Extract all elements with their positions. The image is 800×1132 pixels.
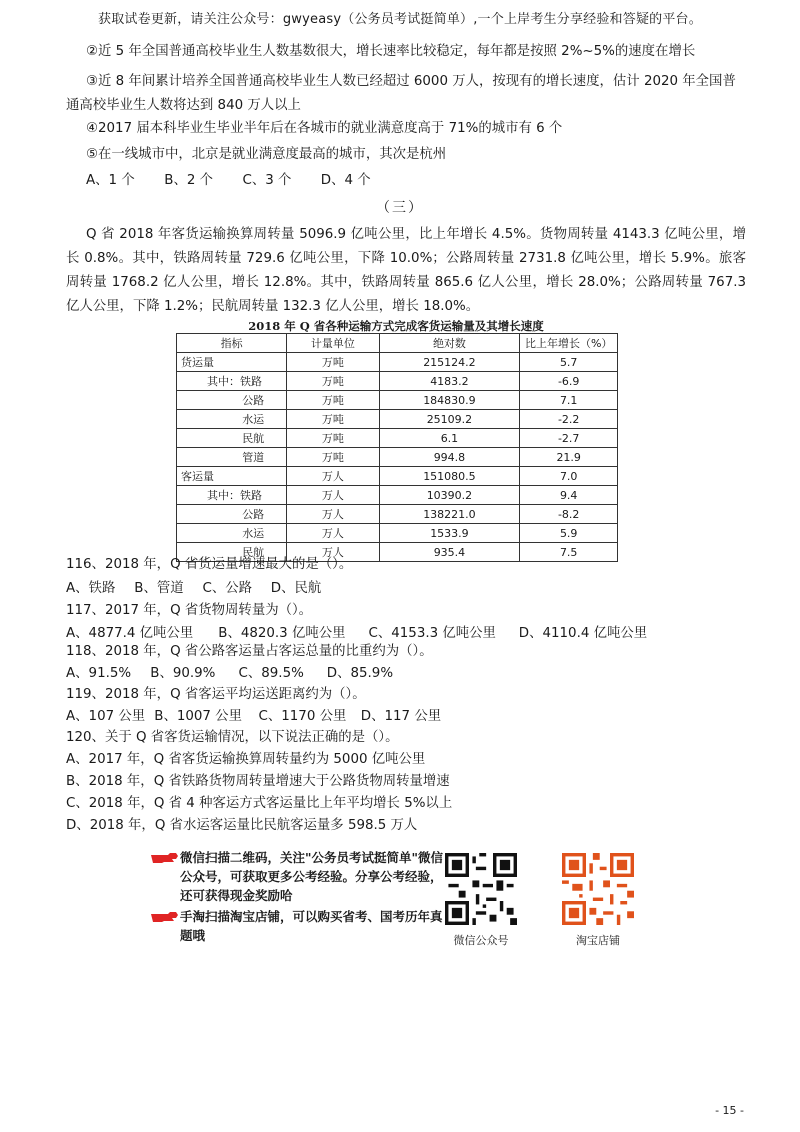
statement-3: ③近 8 年间累计培养全国普通高校毕业生人数已经超过 6000 万人，按现有的增长速度，估计 2020 年全国普: [86, 74, 736, 89]
question-120-stem: 120、关于 Q 省客货运输情况，以下说法正确的是（）。: [66, 730, 399, 745]
option-c[interactable]: C、4153.3 亿吨公里: [368, 626, 496, 641]
table-row: [177, 372, 618, 391]
option-d[interactable]: D、85.9%: [326, 666, 394, 681]
statement-2: ②近 5 年全国普通高校毕业生人数基数很大，增长速率比较稳定，每年都是按照 2%~5%的速度在增长: [86, 44, 696, 59]
row-growth: -8.2: [520, 505, 618, 524]
row-name: 水运: [177, 410, 287, 429]
page-number: - 15 -: [715, 1104, 744, 1117]
statement-5: ⑤在一线城市中，北京是就业满意度最高的城市，其次是杭州: [86, 147, 447, 162]
row-unit: 万人: [287, 543, 379, 562]
table-title: 2018 年 Q 省各种运输方式完成客货运输量及其增长速度: [248, 319, 544, 333]
row-growth: 7.5: [520, 543, 618, 562]
row-growth: 5.9: [520, 524, 618, 543]
option-c[interactable]: C、2018 年，Q 省 4 种客运方式客运量比上年平均增长 5%以上: [66, 796, 453, 811]
table-header-row: [177, 334, 618, 353]
row-unit: 万吨: [287, 429, 379, 448]
header-value: 绝对数: [379, 334, 520, 353]
option-d[interactable]: D、117 公里: [360, 709, 442, 724]
row-unit: 万人: [287, 505, 379, 524]
row-unit: 万人: [287, 486, 379, 505]
row-unit: 万吨: [287, 353, 379, 372]
row-name: 公路: [177, 391, 287, 410]
row-value: 6.1: [379, 429, 520, 448]
row-growth: 21.9: [520, 448, 618, 467]
row-name: 其中：铁路: [177, 486, 287, 505]
option-d[interactable]: D、4110.4 亿吨公里: [518, 626, 648, 641]
header-indicator: 指标: [177, 334, 287, 353]
statement-3-cont: 通高校毕业生人数将达到 840 万人以上: [66, 98, 301, 113]
row-name: 管道: [177, 448, 287, 467]
row-name: 客运量: [177, 467, 287, 486]
row-value: 4183.2: [379, 372, 520, 391]
option-b[interactable]: B、2 个: [164, 173, 214, 188]
question-117-stem: 117、2017 年，Q 省货物周转量为（）。: [66, 603, 313, 618]
option-c[interactable]: C、公路: [202, 581, 253, 596]
row-name: 货运量: [177, 353, 287, 372]
header-note: 获取试卷更新，请关注公众号：gwyeasy（公务员考试挺简单）,一个上岸考生分享经验和答疑的平台。: [98, 12, 702, 27]
table-row: [177, 353, 618, 372]
option-b[interactable]: B、90.9%: [150, 666, 216, 681]
row-growth: -6.9: [520, 372, 618, 391]
option-a[interactable]: A、4877.4 亿吨公里: [66, 626, 194, 641]
option-a[interactable]: A、2017 年，Q 省客货运输换算周转量约为 5000 亿吨公里: [66, 752, 426, 767]
row-value: 25109.2: [379, 410, 520, 429]
table-row: [177, 486, 618, 505]
option-d[interactable]: D、民航: [270, 581, 322, 596]
row-growth: 5.7: [520, 353, 618, 372]
section-title: （三）: [376, 200, 424, 216]
wechat-qr-code[interactable]: [445, 853, 517, 925]
row-unit: 万吨: [287, 372, 379, 391]
row-name: 公路: [177, 505, 287, 524]
row-growth: 7.1: [520, 391, 618, 410]
option-a[interactable]: A、107 公里: [66, 709, 146, 724]
option-b[interactable]: B、管道: [134, 581, 184, 596]
taobao-qr-code[interactable]: [562, 853, 634, 925]
row-value: 994.8: [379, 448, 520, 467]
option-a[interactable]: A、1 个: [86, 173, 135, 188]
wechat-qr-caption: 微信公众号: [453, 934, 509, 947]
table-row: [177, 524, 618, 543]
option-b[interactable]: B、4820.3 亿吨公里: [218, 626, 346, 641]
option-c[interactable]: C、89.5%: [238, 666, 304, 681]
question-118-stem: 118、2018 年，Q 省公路客运量占客运总量的比重约为（）。: [66, 644, 433, 659]
table-row: [177, 391, 618, 410]
pointing-hand-icon: [150, 910, 180, 924]
row-value: 1533.9: [379, 524, 520, 543]
row-value: 184830.9: [379, 391, 520, 410]
row-growth: 9.4: [520, 486, 618, 505]
row-unit: 万吨: [287, 448, 379, 467]
option-c[interactable]: C、3 个: [242, 173, 292, 188]
question-116-options: [66, 577, 734, 601]
row-name: 水运: [177, 524, 287, 543]
row-value: 215124.2: [379, 353, 520, 372]
row-unit: 万吨: [287, 391, 379, 410]
row-value: 10390.2: [379, 486, 520, 505]
prev-options: [86, 169, 734, 193]
option-b[interactable]: B、2018 年，Q 省铁路货物周转量增速大于公路货物周转量增速: [66, 774, 450, 789]
row-name: 民航: [177, 543, 287, 562]
table-row: [177, 429, 618, 448]
question-119-stem: 119、2018 年，Q 省客运平均运送距离约为（）。: [66, 687, 366, 702]
row-value: 138221.0: [379, 505, 520, 524]
row-growth: -2.2: [520, 410, 618, 429]
row-name: 其中：铁路: [177, 372, 287, 391]
row-name: 民航: [177, 429, 287, 448]
row-unit: 万人: [287, 467, 379, 486]
question-116-stem: 116、2018 年，Q 省货运量增速最大的是（）。: [66, 557, 353, 572]
option-c[interactable]: C、1170 公里: [258, 709, 347, 724]
option-a[interactable]: A、91.5%: [66, 666, 132, 681]
row-unit: 万吨: [287, 410, 379, 429]
promo-row-wechat: [150, 848, 450, 905]
statement-4: ④2017 届本科毕业生毕业半年后在各城市的就业满意度高于 71%的城市有 6 个: [86, 121, 563, 136]
passage: Q 省 2018 年客货运输换算周转量 5096.9 亿吨公里，比上年增长 4.5%。货物周转量 4143.3 亿吨公里，增长 0.8%。其中，铁路周转量 729.6 亿吨公里，下降 10.0%；公路周转量 2731.8 亿吨公里，增长 5.9%。旅客周转量 1768.2 亿人公里，增长 12.8%。其中，铁路周转量 865.6 亿人公里，增长 28.0%；公路周转量 767.3 亿人公里，下降 1.2%；民航周转量 132.3 亿人公里，增长 18.0%。: [66, 227, 746, 314]
row-growth: 7.0: [520, 467, 618, 486]
promo-text-wechat: 微信扫描二维码，关注"公务员考试挺简单"微信公众号，可获取更多公考经验。分享公考经验，还可获得现金奖励哈: [180, 850, 444, 903]
data-table: [176, 333, 618, 562]
row-value: 151080.5: [379, 467, 520, 486]
row-value: 935.4: [379, 543, 520, 562]
option-d[interactable]: D、2018 年，Q 省水运客运量比民航客运量多 598.5 万人: [66, 818, 418, 833]
pointing-hand-icon: [150, 851, 180, 865]
header-unit: 计量单位: [287, 334, 379, 353]
promo-row-taobao: [150, 907, 450, 945]
row-growth: -2.7: [520, 429, 618, 448]
table-row: [177, 410, 618, 429]
taobao-qr-caption: 淘宝店铺: [576, 934, 620, 947]
table-row: [177, 467, 618, 486]
header-growth: 比上年增长（%）: [520, 334, 618, 353]
option-b[interactable]: B、1007 公里: [154, 709, 242, 724]
promo-text-taobao: 手淘扫描淘宝店铺，可以购买省考、国考历年真题哦: [180, 909, 443, 943]
table-row: [177, 505, 618, 524]
option-a[interactable]: A、铁路: [66, 581, 116, 596]
table-row: [177, 448, 618, 467]
option-d[interactable]: D、4 个: [320, 173, 371, 188]
promo-block: [150, 848, 450, 945]
row-unit: 万人: [287, 524, 379, 543]
